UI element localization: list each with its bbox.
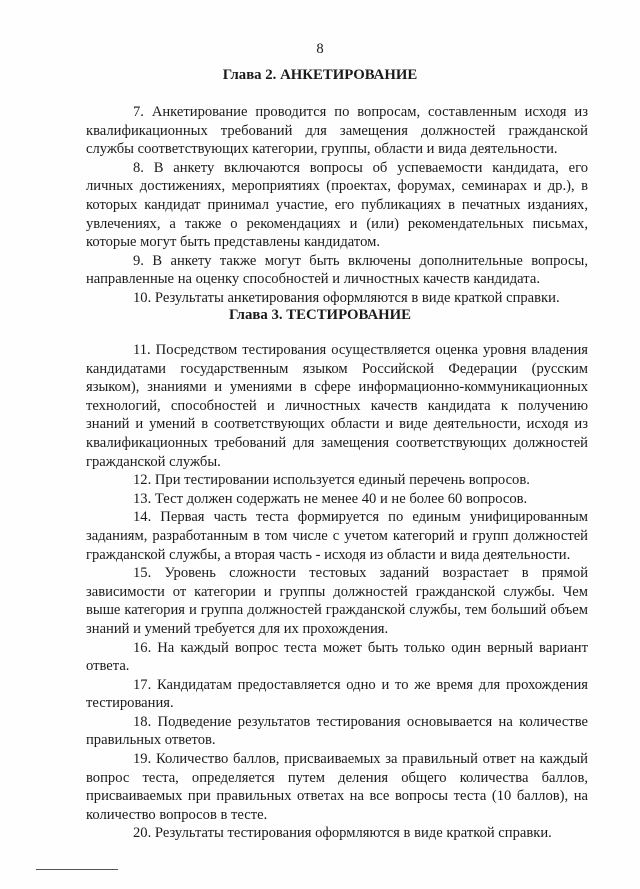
paragraph-16: 16. На каждый вопрос теста может быть только один верный вариант ответа. [86, 639, 588, 675]
chapter-3-heading: Глава 3. ТЕСТИРОВАНИЕ [228, 307, 412, 323]
paragraph-8: 8. В анкету включаются вопросы об успеваемости кандидата, его личных достижениях, мероприятиях (проектах, форумах, семинарах и др.), в которых кандидат принимал участие, его публикациях в печатных изданиях, увлечениях, а также о рекомендациях и (или) рекомендательных письмах, которые могут быть представлены кандидатом. [86, 159, 588, 251]
paragraph-20: 20. Результаты тестирования оформляются в виде краткой справки. [133, 825, 552, 842]
chapter-3-body [86, 341, 588, 843]
paragraph-17: 17. Кандидатам предоставляется одно и то же время для прохождения тестирования. [86, 676, 588, 712]
paragraph-10: 10. Результаты анкетирования оформляются в виде краткой справки. [133, 289, 560, 306]
footnote-separator [36, 869, 118, 870]
paragraph-7: 7. Анкетирование проводится по вопросам, составленным исходя из квалификационных требований для замещения должностей гражданской службы соответствующих категории, группы, области и вида деятельности. [86, 104, 588, 158]
page-number: 8 [316, 41, 324, 57]
paragraph-15: 15. Уровень сложности тестовых заданий возрастает в прямой зависимости от категории и группы должностей гражданской службы. Чем выше категория и группа должностей гражданской службы, тем больший объем знаний и умений требуется для их прохождения. [86, 565, 588, 637]
paragraph-12: 12. При тестировании используется единый перечень вопросов. [133, 472, 530, 489]
paragraph-18: 18. Подведение результатов тестирования основывается на количестве правильных ответов. [86, 713, 588, 749]
paragraph-14: 14. Первая часть теста формируется по единым унифицированным заданиям, разработанным в том числе с учетом категорий и групп должностей гражданской службы, а вторая часть - исходя из области и вида деятельности. [86, 509, 588, 563]
chapter-2-heading: Глава 2. АНКЕТИРОВАНИЕ [222, 67, 418, 83]
paragraph-13: 13. Тест должен содержать не менее 40 и не более 60 вопросов. [133, 490, 528, 507]
paragraph-19: 19. Количество баллов, присваиваемых за правильный ответ на каждый вопрос теста, определяется путем деления общего количества баллов, присваиваемых при правильных ответах на все вопросы теста (10 баллов), на количество вопросов в тесте. [86, 751, 588, 823]
paragraph-9: 9. В анкету также могут быть включены дополнительные вопросы, направленные на оценку способностей и личностных качеств кандидата. [86, 252, 588, 288]
paragraph-11: 11. Посредством тестирования осуществляется оценка уровня владения кандидатами государственным языком Российской Федерации (русским языком), знаниями и умениями в сфере информационно-коммуникационных технологий, способностей и личностных качеств кандидата к получению знаний и умений в соответствующих области и виде деятельности, исходя из квалификационных требований для замещения соответствующих должностей гражданской службы. [86, 342, 588, 470]
chapter-2-body [86, 103, 588, 308]
